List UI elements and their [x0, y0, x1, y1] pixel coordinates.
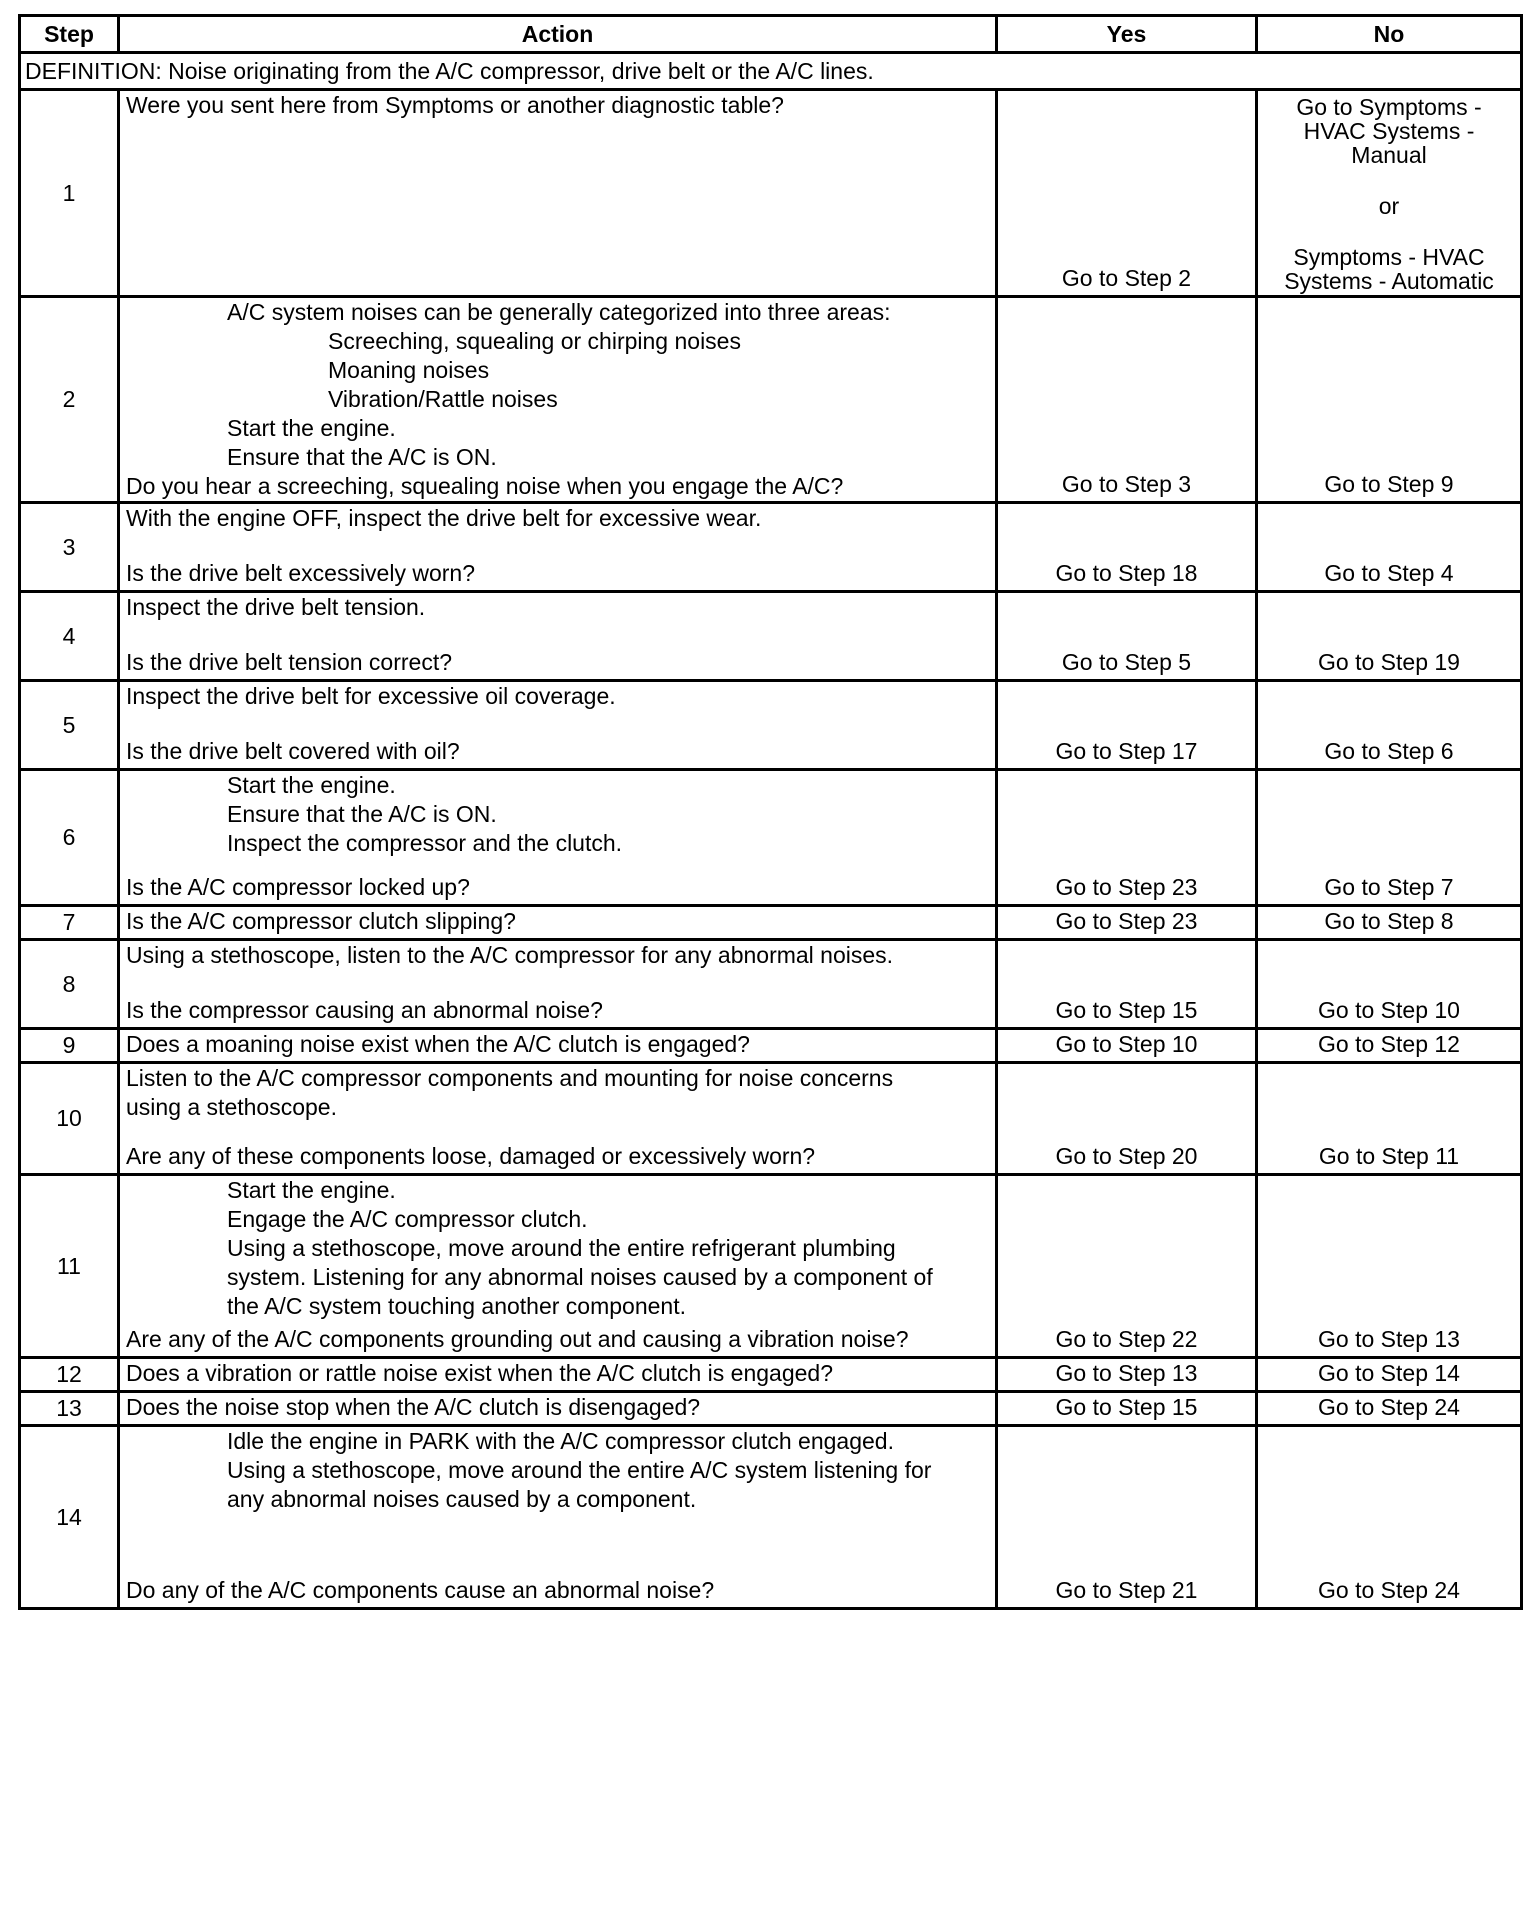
step-action: [119, 681, 997, 770]
action-instruction: Idle the engine in PARK with the A/C compressor clutch engaged.: [227, 1428, 894, 1454]
step-row: [20, 1426, 1522, 1609]
step-number: 1: [20, 90, 119, 297]
no-result-line: [1258, 218, 1520, 245]
step-row: [20, 592, 1522, 681]
action-question: Does a vibration or rattle noise exist when the A/C clutch is engaged?: [126, 1360, 834, 1386]
step-row: [20, 1358, 1522, 1392]
action-question: Do any of the A/C components cause an abnormal noise?: [126, 1577, 715, 1603]
definition-row: [20, 53, 1522, 90]
definition-text: DEFINITION: Noise originating from the A/C compressor, drive belt or the A/C lines.: [20, 53, 1522, 90]
action-instruction: Engage the A/C compressor clutch.: [227, 1206, 588, 1232]
no-result: Go to Step 8: [1257, 906, 1522, 940]
step-number: 11: [20, 1175, 119, 1358]
no-result: Go to Step 9: [1257, 297, 1522, 503]
header-row: [20, 16, 1522, 53]
action-instruction: Start the engine.: [227, 1177, 396, 1203]
step-row: [20, 297, 1522, 503]
no-result-line: HVAC Systems -: [1303, 118, 1475, 144]
header-step: Step: [20, 16, 119, 53]
action-instruction: the A/C system touching another component.: [227, 1293, 686, 1319]
step-action: [119, 1175, 997, 1358]
action-instruction: With the engine OFF, inspect the drive belt for excessive wear.: [126, 505, 762, 531]
no-result-line: Go to Symptoms -: [1296, 94, 1482, 120]
no-result: Go to Step 19: [1257, 592, 1522, 681]
action-instruction: Using a stethoscope, listen to the A/C compressor for any abnormal noises.: [126, 942, 894, 968]
step-number: 7: [20, 906, 119, 940]
step-row: [20, 90, 1522, 297]
step-row: [20, 940, 1522, 1029]
action-instruction: Using a stethoscope, move around the entire A/C system listening for: [227, 1457, 932, 1483]
action-instruction: Listen to the A/C compressor components and mounting for noise concerns: [126, 1065, 894, 1091]
action-instruction: system. Listening for any abnormal noises caused by a component of: [227, 1264, 933, 1290]
yes-result: Go to Step 21: [997, 1426, 1257, 1609]
header-no: No: [1257, 16, 1522, 53]
action-question: Is the drive belt tension correct?: [126, 649, 452, 675]
action-question: Is the A/C compressor locked up?: [126, 874, 470, 900]
action-instruction: Vibration/Rattle noises: [328, 386, 558, 412]
yes-result: Go to Step 23: [997, 770, 1257, 906]
step-number: 3: [20, 503, 119, 592]
yes-result: Go to Step 13: [997, 1358, 1257, 1392]
no-result: Go to Step 7: [1257, 770, 1522, 906]
yes-result: Go to Step 17: [997, 681, 1257, 770]
action-question: Are any of these components loose, damaged or excessively worn?: [126, 1143, 816, 1169]
step-row: [20, 503, 1522, 592]
no-result: Go to Step 24: [1257, 1392, 1522, 1426]
yes-result: Go to Step 5: [997, 592, 1257, 681]
action-question: Is the compressor causing an abnormal noise?: [126, 997, 603, 1023]
step-action: [119, 1358, 997, 1392]
no-result: Go to Step 12: [1257, 1029, 1522, 1063]
step-number: 5: [20, 681, 119, 770]
step-number: 10: [20, 1063, 119, 1175]
action-question: Does a moaning noise exist when the A/C clutch is engaged?: [126, 1031, 750, 1057]
step-row: [20, 1063, 1522, 1175]
no-result: Go to Step 10: [1257, 940, 1522, 1029]
no-result: [1257, 90, 1522, 297]
yes-result: Go to Step 3: [997, 297, 1257, 503]
step-action: [119, 770, 997, 906]
step-number: 2: [20, 297, 119, 503]
step-number: 4: [20, 592, 119, 681]
step-number: 12: [20, 1358, 119, 1392]
step-action: [119, 592, 997, 681]
action-question: Do you hear a screeching, squealing noise when you engage the A/C?: [126, 473, 844, 499]
yes-result: Go to Step 10: [997, 1029, 1257, 1063]
step-number: 6: [20, 770, 119, 906]
step-row: [20, 1029, 1522, 1063]
action-instruction: Ensure that the A/C is ON.: [227, 801, 497, 827]
step-row: [20, 1175, 1522, 1358]
yes-result: Go to Step 18: [997, 503, 1257, 592]
step-action: [119, 1063, 997, 1175]
step-row: [20, 681, 1522, 770]
step-action: [119, 90, 997, 297]
step-row: [20, 1392, 1522, 1426]
no-result: Go to Step 14: [1257, 1358, 1522, 1392]
no-result: Go to Step 11: [1257, 1063, 1522, 1175]
step-action: [119, 297, 997, 503]
action-question: Is the drive belt covered with oil?: [126, 738, 460, 764]
no-result: Go to Step 4: [1257, 503, 1522, 592]
no-result: Go to Step 13: [1257, 1175, 1522, 1358]
action-instruction: Inspect the drive belt for excessive oil coverage.: [126, 683, 616, 709]
step-action: [119, 1029, 997, 1063]
action-instruction: Screeching, squealing or chirping noises: [328, 328, 741, 354]
yes-result: Go to Step 22: [997, 1175, 1257, 1358]
no-result-line: Systems - Automatic: [1284, 268, 1494, 294]
step-row: [20, 770, 1522, 906]
no-result-line: Symptoms - HVAC: [1293, 244, 1485, 270]
action-instruction: Moaning noises: [328, 357, 490, 383]
diagnostic-page: [18, 14, 1520, 1610]
action-instruction: Inspect the drive belt tension.: [126, 594, 426, 620]
step-number: 14: [20, 1426, 119, 1609]
yes-result: Go to Step 15: [997, 1392, 1257, 1426]
no-result-line: [1258, 167, 1520, 194]
action-instruction: Using a stethoscope, move around the entire refrigerant plumbing: [227, 1235, 896, 1261]
step-number: 13: [20, 1392, 119, 1426]
yes-result: Go to Step 23: [997, 906, 1257, 940]
action-question: Is the drive belt excessively worn?: [126, 560, 475, 586]
action-instruction: Start the engine.: [227, 772, 396, 798]
action-instruction: Inspect the compressor and the clutch.: [227, 830, 623, 856]
no-result-line: or: [1378, 193, 1400, 219]
step-action: [119, 1426, 997, 1609]
yes-result: Go to Step 20: [997, 1063, 1257, 1175]
action-question: Is the A/C compressor clutch slipping?: [126, 908, 516, 934]
action-instruction: Ensure that the A/C is ON.: [227, 444, 497, 470]
step-action: [119, 1392, 997, 1426]
step-action: [119, 906, 997, 940]
header-action: Action: [119, 16, 997, 53]
step-row: [20, 906, 1522, 940]
action-question: Are any of the A/C components grounding out and causing a vibration noise?: [126, 1326, 909, 1352]
no-result: Go to Step 6: [1257, 681, 1522, 770]
action-question: Does the noise stop when the A/C clutch is disengaged?: [126, 1394, 701, 1420]
header-yes: Yes: [997, 16, 1257, 53]
action-instruction: Were you sent here from Symptoms or another diagnostic table?: [126, 92, 784, 118]
step-action: [119, 503, 997, 592]
yes-result: Go to Step 15: [997, 940, 1257, 1029]
action-instruction: Start the engine.: [227, 415, 396, 441]
no-result-line: Manual: [1351, 142, 1427, 168]
action-instruction: any abnormal noises caused by a component.: [227, 1486, 697, 1512]
step-number: 8: [20, 940, 119, 1029]
yes-result: Go to Step 2: [997, 90, 1257, 297]
step-action: [119, 940, 997, 1029]
step-number: 9: [20, 1029, 119, 1063]
action-instruction: using a stethoscope.: [126, 1094, 337, 1120]
diagnostic-table: [18, 14, 1523, 1610]
no-result: Go to Step 24: [1257, 1426, 1522, 1609]
action-instruction: A/C system noises can be generally categorized into three areas:: [227, 299, 891, 325]
